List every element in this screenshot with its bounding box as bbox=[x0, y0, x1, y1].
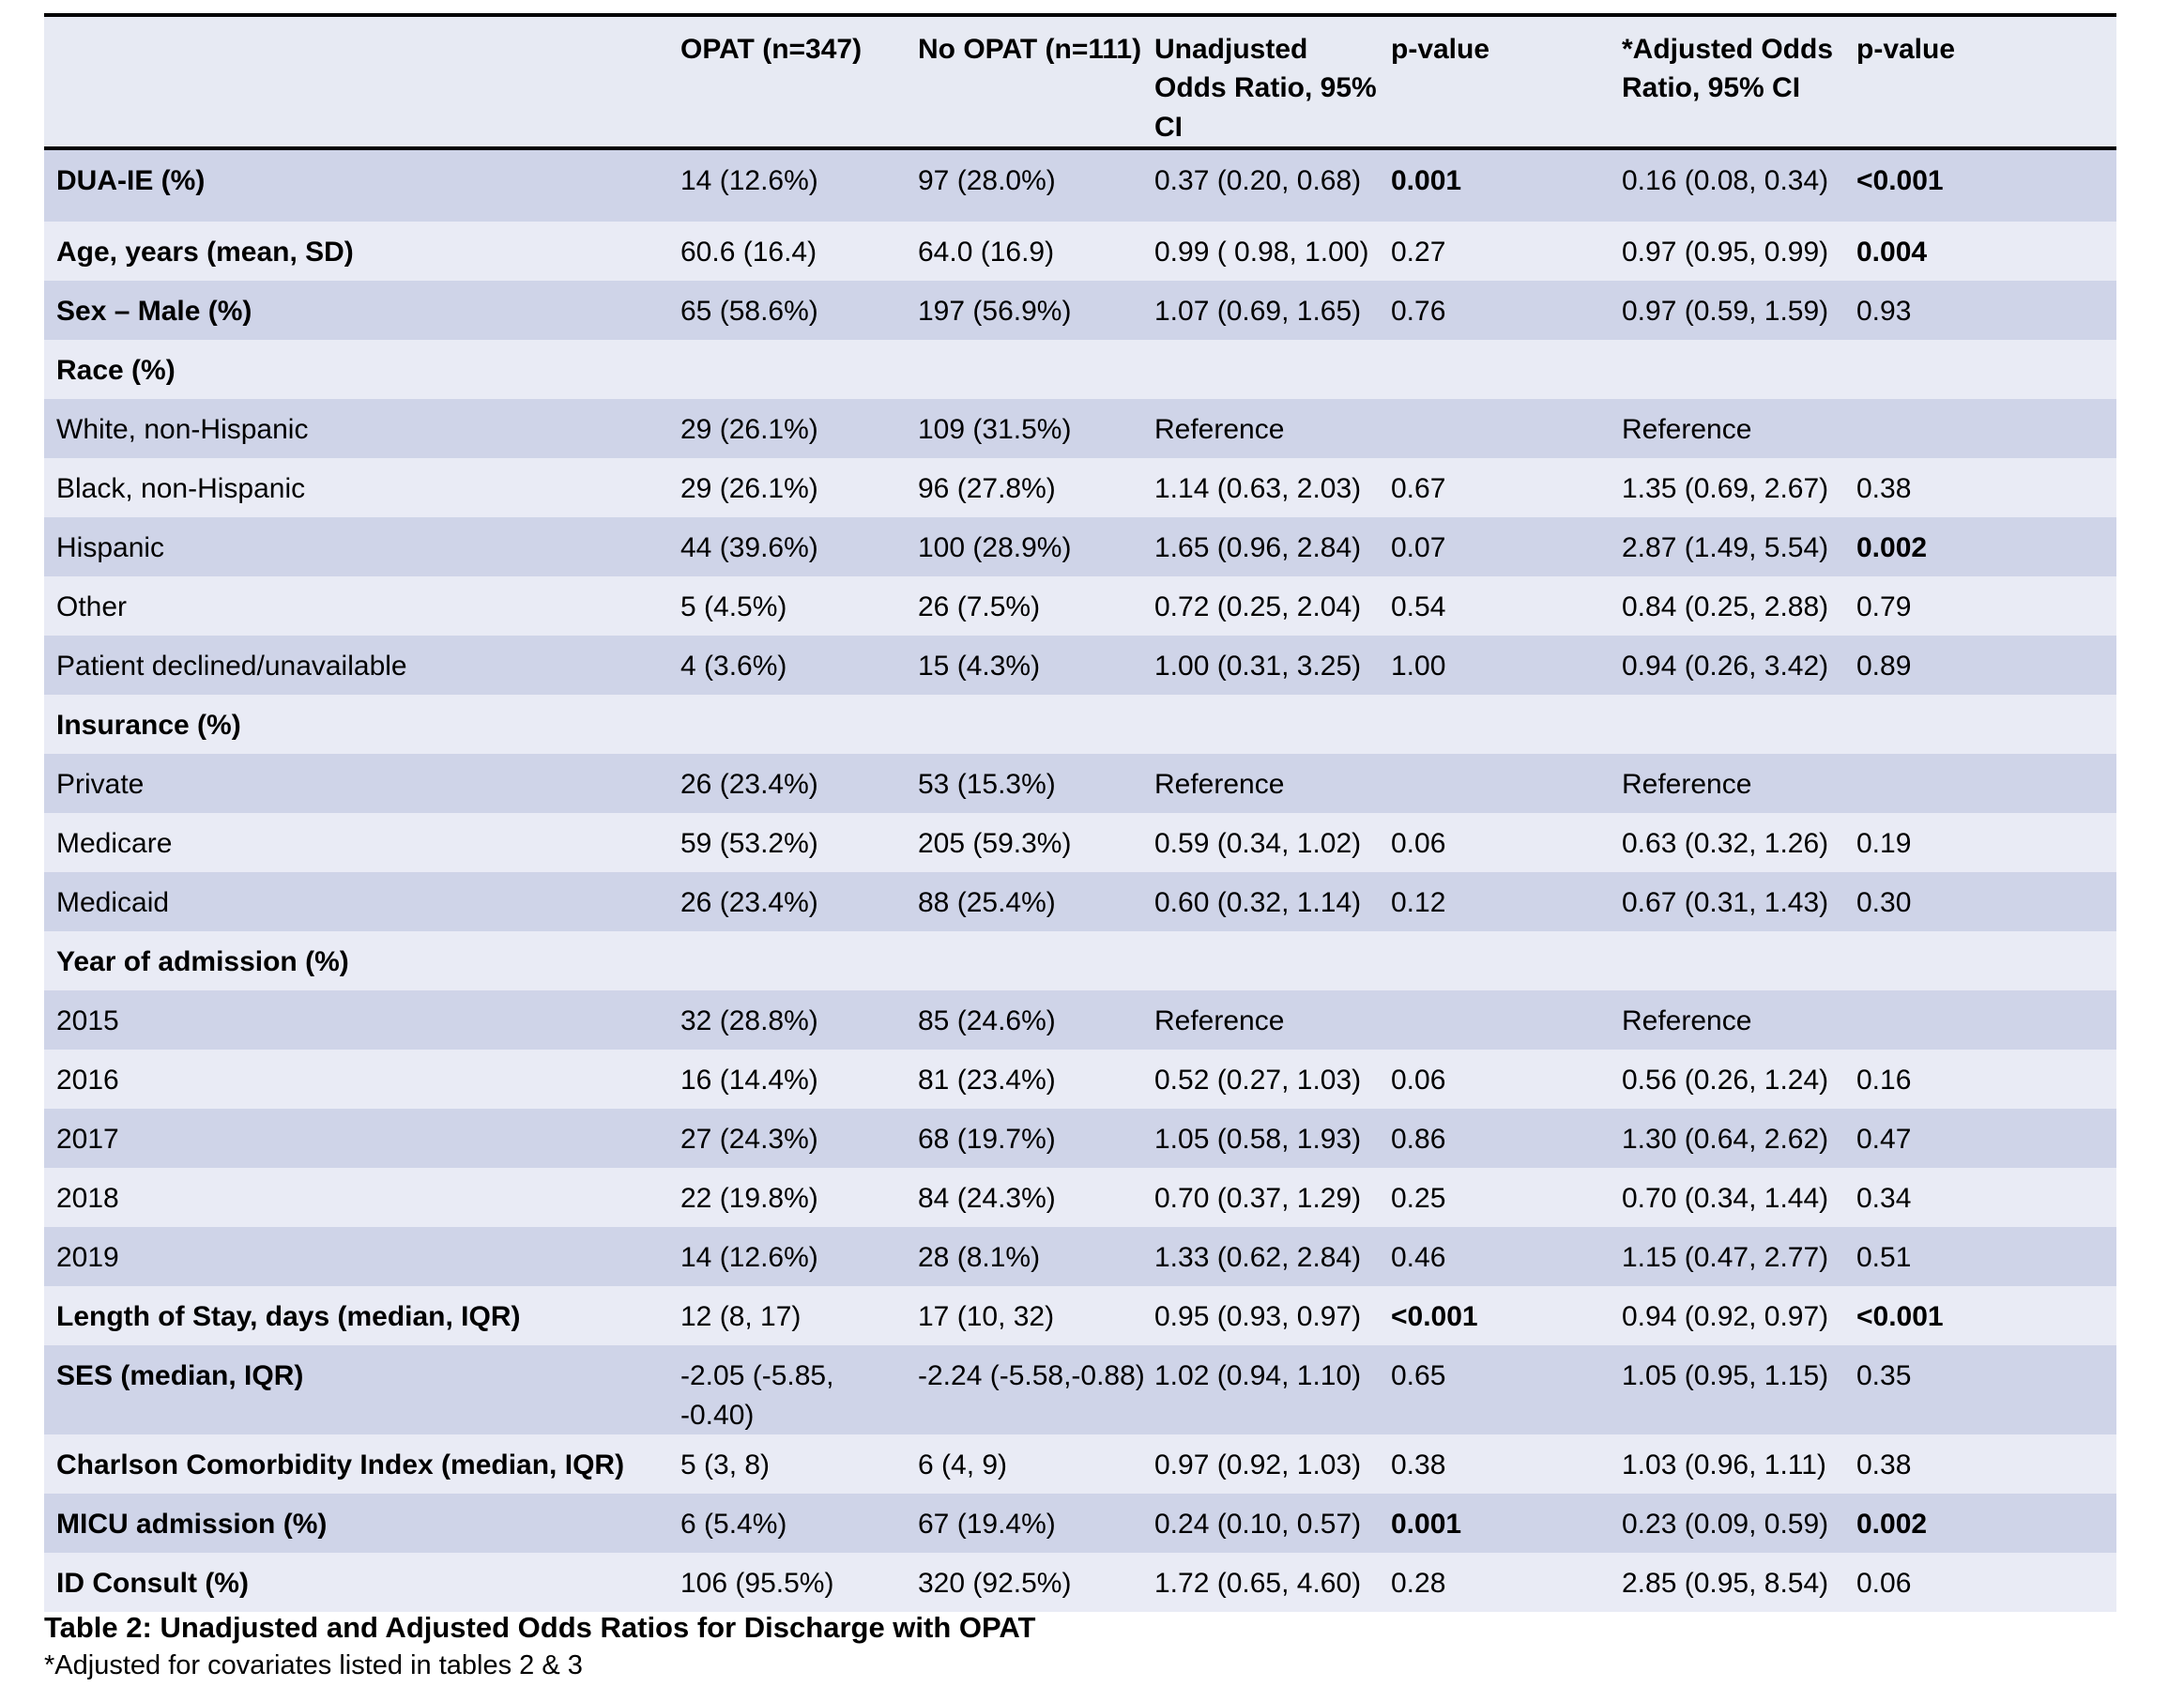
table-row bbox=[44, 576, 2116, 636]
data-cell: 0.24 (0.10, 0.57) bbox=[1154, 1508, 1362, 1540]
data-cell: 29 (26.1%) bbox=[680, 473, 818, 505]
data-cell: 0.47 bbox=[1856, 1124, 1912, 1156]
column-header-p-value-adjusted: p-value bbox=[1856, 34, 1956, 65]
row-label: Age, years (mean, SD) bbox=[56, 237, 354, 268]
data-cell: 15 (4.3%) bbox=[918, 651, 1041, 682]
data-cell bbox=[1619, 695, 1854, 754]
data-cell: 1.35 (0.69, 2.67) bbox=[1622, 473, 1829, 505]
table-row bbox=[44, 1553, 2116, 1612]
data-cell: 26 (23.4%) bbox=[680, 887, 818, 919]
data-cell: 12 (8, 17) bbox=[680, 1301, 802, 1333]
data-cell: 64.0 (16.9) bbox=[918, 237, 1055, 268]
data-cell: 1.15 (0.47, 2.77) bbox=[1622, 1242, 1829, 1274]
data-cell: 84 (24.3%) bbox=[918, 1183, 1056, 1215]
data-cell: 0.84 (0.25, 2.88) bbox=[1622, 591, 1829, 623]
data-cell: 0.06 bbox=[1391, 828, 1446, 860]
data-cell: 2.87 (1.49, 5.54) bbox=[1622, 532, 1829, 564]
data-cell: 6 (5.4%) bbox=[680, 1508, 787, 1540]
table-row bbox=[44, 1494, 2116, 1553]
data-cell: 0.51 bbox=[1856, 1242, 1912, 1274]
table-row bbox=[44, 636, 2116, 695]
column-header-p-value-unadjusted: p-value bbox=[1391, 34, 1490, 65]
data-cell bbox=[1619, 340, 1854, 399]
data-cell: 14 (12.6%) bbox=[680, 165, 818, 197]
data-cell: 0.27 bbox=[1391, 237, 1446, 268]
data-cell: 22 (19.8%) bbox=[680, 1183, 818, 1215]
data-cell: 44 (39.6%) bbox=[680, 532, 818, 564]
column-header-unadjusted-or: Unadjusted Odds Ratio, 95% CI bbox=[1154, 34, 1377, 143]
row-label: White, non-Hispanic bbox=[56, 414, 309, 446]
data-cell: 0.23 (0.09, 0.59) bbox=[1622, 1508, 1829, 1540]
data-cell bbox=[1854, 695, 2116, 754]
data-cell bbox=[1152, 340, 1388, 399]
data-cell: 0.38 bbox=[1856, 473, 1912, 505]
row-label: Other bbox=[56, 591, 128, 623]
data-cell: 26 (7.5%) bbox=[918, 591, 1041, 623]
data-cell: 0.97 (0.95, 0.99) bbox=[1622, 237, 1829, 268]
table-row bbox=[44, 695, 2116, 754]
data-cell: 0.76 bbox=[1391, 296, 1446, 328]
data-cell: 0.67 (0.31, 1.43) bbox=[1622, 887, 1829, 919]
data-cell: 0.97 (0.59, 1.59) bbox=[1622, 296, 1829, 328]
data-cell: 0.001 bbox=[1391, 1508, 1462, 1540]
data-cell: 205 (59.3%) bbox=[918, 828, 1072, 860]
data-cell: 32 (28.8%) bbox=[680, 1005, 818, 1037]
row-label: Race (%) bbox=[56, 355, 176, 387]
row-label: 2016 bbox=[56, 1065, 119, 1097]
data-cell: 0.70 (0.37, 1.29) bbox=[1154, 1183, 1362, 1215]
table-row bbox=[44, 517, 2116, 576]
data-cell: 0.25 bbox=[1391, 1183, 1446, 1215]
data-cell: 4 (3.6%) bbox=[680, 651, 787, 682]
data-cell bbox=[915, 695, 1152, 754]
data-cell bbox=[1388, 695, 1619, 754]
data-cell: 0.89 bbox=[1856, 651, 1912, 682]
data-cell: 1.14 (0.63, 2.03) bbox=[1154, 473, 1362, 505]
data-cell: 0.97 (0.92, 1.03) bbox=[1154, 1449, 1362, 1480]
data-cell: 0.95 (0.93, 0.97) bbox=[1154, 1301, 1362, 1333]
data-cell bbox=[1619, 931, 1854, 990]
data-cell: <0.001 bbox=[1391, 1301, 1478, 1333]
data-cell: 0.004 bbox=[1856, 237, 1928, 268]
data-cell: 0.06 bbox=[1856, 1567, 1912, 1599]
data-cell: 60.6 (16.4) bbox=[680, 237, 817, 268]
data-cell: 1.30 (0.64, 2.62) bbox=[1622, 1124, 1829, 1156]
data-cell: -2.24 (-5.58,-0.88) bbox=[918, 1360, 1145, 1392]
data-cell: 0.46 bbox=[1391, 1242, 1446, 1274]
data-cell: 0.002 bbox=[1856, 532, 1928, 564]
data-cell: 1.00 (0.31, 3.25) bbox=[1154, 651, 1362, 682]
data-cell: -2.05 (-5.85, -0.40) bbox=[680, 1360, 834, 1431]
column-header-no-opat: No OPAT (n=111) bbox=[918, 34, 1142, 65]
data-cell: 88 (25.4%) bbox=[918, 887, 1056, 919]
data-cell: 1.07 (0.69, 1.65) bbox=[1154, 296, 1362, 328]
table-caption: Table 2: Unadjusted and Adjusted Odds Ratios for Discharge with OPAT bbox=[44, 1611, 1036, 1644]
data-cell: 67 (19.4%) bbox=[918, 1508, 1056, 1540]
data-cell: 85 (24.6%) bbox=[918, 1005, 1056, 1037]
column-header-blank bbox=[44, 15, 678, 148]
data-cell bbox=[915, 931, 1152, 990]
data-cell: 28 (8.1%) bbox=[918, 1242, 1041, 1274]
data-cell: 1.00 bbox=[1391, 651, 1446, 682]
table-footnote: *Adjusted for covariates listed in tables 2 & 3 bbox=[44, 1650, 583, 1680]
data-cell: Reference bbox=[1154, 1005, 1285, 1037]
data-cell: 0.06 bbox=[1391, 1065, 1446, 1097]
data-cell: 0.59 (0.34, 1.02) bbox=[1154, 828, 1362, 860]
table-row bbox=[44, 281, 2116, 340]
data-cell: 106 (95.5%) bbox=[680, 1567, 834, 1599]
data-cell: 0.65 bbox=[1391, 1360, 1446, 1392]
data-cell: 0.94 (0.26, 3.42) bbox=[1622, 651, 1829, 682]
data-cell: 6 (4, 9) bbox=[918, 1449, 1008, 1480]
data-cell bbox=[915, 340, 1152, 399]
data-cell: Reference bbox=[1622, 1005, 1752, 1037]
data-cell: 0.60 (0.32, 1.14) bbox=[1154, 887, 1362, 919]
row-label: Sex – Male (%) bbox=[56, 296, 252, 328]
row-label: Charlson Comorbidity Index (median, IQR) bbox=[56, 1449, 625, 1480]
data-cell: 1.72 (0.65, 4.60) bbox=[1154, 1567, 1362, 1599]
table-row bbox=[44, 340, 2116, 399]
data-cell: 0.38 bbox=[1391, 1449, 1446, 1480]
data-cell: 2.85 (0.95, 8.54) bbox=[1622, 1567, 1829, 1599]
row-label: Medicare bbox=[56, 828, 173, 860]
data-cell: 53 (15.3%) bbox=[918, 769, 1056, 801]
data-cell: 320 (92.5%) bbox=[918, 1567, 1072, 1599]
data-cell: <0.001 bbox=[1856, 165, 1944, 197]
data-cell: 0.30 bbox=[1856, 887, 1912, 919]
data-cell bbox=[1388, 340, 1619, 399]
data-cell bbox=[1854, 990, 2116, 1050]
data-cell: 0.001 bbox=[1391, 165, 1462, 197]
data-cell bbox=[678, 340, 915, 399]
data-cell: Reference bbox=[1622, 414, 1752, 446]
data-cell: 0.79 bbox=[1856, 591, 1912, 623]
data-cell: 5 (3, 8) bbox=[680, 1449, 771, 1480]
table-row bbox=[44, 1434, 2116, 1494]
row-label: Year of admission (%) bbox=[56, 946, 349, 978]
row-label: ID Consult (%) bbox=[56, 1567, 249, 1599]
table-row bbox=[44, 931, 2116, 990]
data-cell: 0.28 bbox=[1391, 1567, 1446, 1599]
data-cell: 14 (12.6%) bbox=[680, 1242, 818, 1274]
row-label: DUA-IE (%) bbox=[56, 165, 206, 197]
row-label: SES (median, IQR) bbox=[56, 1360, 304, 1392]
data-cell bbox=[1854, 340, 2116, 399]
data-cell bbox=[1854, 931, 2116, 990]
data-cell: 5 (4.5%) bbox=[680, 591, 787, 623]
data-cell: Reference bbox=[1154, 769, 1285, 801]
data-cell: 1.02 (0.94, 1.10) bbox=[1154, 1360, 1362, 1392]
data-cell: 0.72 (0.25, 2.04) bbox=[1154, 591, 1362, 623]
table-row bbox=[44, 399, 2116, 458]
table-row bbox=[44, 1227, 2116, 1286]
row-label: MICU admission (%) bbox=[56, 1508, 328, 1540]
data-cell: 0.34 bbox=[1856, 1183, 1912, 1215]
row-label: Patient declined/unavailable bbox=[56, 651, 407, 682]
data-cell: 0.07 bbox=[1391, 532, 1446, 564]
data-cell: Reference bbox=[1622, 769, 1752, 801]
table-header bbox=[44, 15, 2116, 148]
row-label: Black, non-Hispanic bbox=[56, 473, 306, 505]
table-row bbox=[44, 990, 2116, 1050]
data-cell: 0.54 bbox=[1391, 591, 1446, 623]
data-cell: 27 (24.3%) bbox=[680, 1124, 818, 1156]
data-cell: 100 (28.9%) bbox=[918, 532, 1072, 564]
data-cell: 1.33 (0.62, 2.84) bbox=[1154, 1242, 1362, 1274]
data-cell: 68 (19.7%) bbox=[918, 1124, 1056, 1156]
data-cell: 65 (58.6%) bbox=[680, 296, 818, 328]
data-cell bbox=[1388, 754, 1619, 813]
data-cell: 0.16 bbox=[1856, 1065, 1912, 1097]
row-label: Insurance (%) bbox=[56, 710, 241, 742]
table-row bbox=[44, 148, 2116, 222]
row-label: 2018 bbox=[56, 1183, 119, 1215]
data-cell: 0.19 bbox=[1856, 828, 1912, 860]
table-row bbox=[44, 222, 2116, 281]
data-cell: 0.99 ( 0.98, 1.00) bbox=[1154, 237, 1369, 268]
data-cell: 0.37 (0.20, 0.68) bbox=[1154, 165, 1362, 197]
column-header-opat: OPAT (n=347) bbox=[680, 34, 863, 65]
data-cell: 97 (28.0%) bbox=[918, 165, 1056, 197]
data-cell: 0.12 bbox=[1391, 887, 1446, 919]
table-row bbox=[44, 813, 2116, 872]
data-cell: 1.05 (0.95, 1.15) bbox=[1622, 1360, 1829, 1392]
data-cell: 0.16 (0.08, 0.34) bbox=[1622, 165, 1829, 197]
data-cell bbox=[1388, 990, 1619, 1050]
data-cell: Reference bbox=[1154, 414, 1285, 446]
data-cell bbox=[1152, 695, 1388, 754]
data-cell: 16 (14.4%) bbox=[680, 1065, 818, 1097]
data-cell bbox=[1854, 399, 2116, 458]
data-cell: 1.65 (0.96, 2.84) bbox=[1154, 532, 1362, 564]
data-cell: 17 (10, 32) bbox=[918, 1301, 1055, 1333]
data-cell: 81 (23.4%) bbox=[918, 1065, 1056, 1097]
data-cell: 0.86 bbox=[1391, 1124, 1446, 1156]
data-cell bbox=[678, 931, 915, 990]
row-label: Medicaid bbox=[56, 887, 170, 919]
data-cell: 1.03 (0.96, 1.11) bbox=[1622, 1449, 1826, 1480]
data-cell: 0.93 bbox=[1856, 296, 1912, 328]
data-cell: 0.63 (0.32, 1.26) bbox=[1622, 828, 1829, 860]
table-row bbox=[44, 1345, 2116, 1434]
data-cell bbox=[1152, 931, 1388, 990]
data-cell: 0.56 (0.26, 1.24) bbox=[1622, 1065, 1829, 1097]
data-cell: 109 (31.5%) bbox=[918, 414, 1072, 446]
table-row bbox=[44, 1050, 2116, 1109]
table-row bbox=[44, 458, 2116, 517]
data-cell: 0.002 bbox=[1856, 1508, 1928, 1540]
table-row bbox=[44, 754, 2116, 813]
column-header-adjusted-or: *Adjusted Odds Ratio, 95% CI bbox=[1622, 34, 1834, 104]
data-cell: 29 (26.1%) bbox=[680, 414, 818, 446]
data-cell: 0.52 (0.27, 1.03) bbox=[1154, 1065, 1362, 1097]
row-label: 2019 bbox=[56, 1242, 119, 1274]
data-cell: 197 (56.9%) bbox=[918, 296, 1072, 328]
table-row bbox=[44, 1109, 2116, 1168]
data-cell: 0.70 (0.34, 1.44) bbox=[1622, 1183, 1829, 1215]
table-row bbox=[44, 1168, 2116, 1227]
data-cell bbox=[1388, 931, 1619, 990]
data-cell: 96 (27.8%) bbox=[918, 473, 1056, 505]
odds-ratio-table bbox=[44, 13, 2116, 1612]
data-cell: 0.35 bbox=[1856, 1360, 1912, 1392]
data-cell: 59 (53.2%) bbox=[680, 828, 818, 860]
row-label: Private bbox=[56, 769, 145, 801]
header-row bbox=[44, 15, 2116, 148]
data-cell bbox=[1388, 399, 1619, 458]
row-label: Hispanic bbox=[56, 532, 165, 564]
data-cell: 1.05 (0.58, 1.93) bbox=[1154, 1124, 1362, 1156]
data-cell bbox=[678, 695, 915, 754]
data-cell: <0.001 bbox=[1856, 1301, 1944, 1333]
table-body bbox=[44, 148, 2116, 1612]
row-label: 2015 bbox=[56, 1005, 119, 1037]
row-label: Length of Stay, days (median, IQR) bbox=[56, 1301, 521, 1333]
data-cell: 0.67 bbox=[1391, 473, 1446, 505]
data-cell: 26 (23.4%) bbox=[680, 769, 818, 801]
data-cell: 0.38 bbox=[1856, 1449, 1912, 1480]
data-cell bbox=[1854, 754, 2116, 813]
row-label: 2017 bbox=[56, 1124, 119, 1156]
table-row bbox=[44, 872, 2116, 931]
data-cell: 0.94 (0.92, 0.97) bbox=[1622, 1301, 1829, 1333]
table-row bbox=[44, 1286, 2116, 1345]
